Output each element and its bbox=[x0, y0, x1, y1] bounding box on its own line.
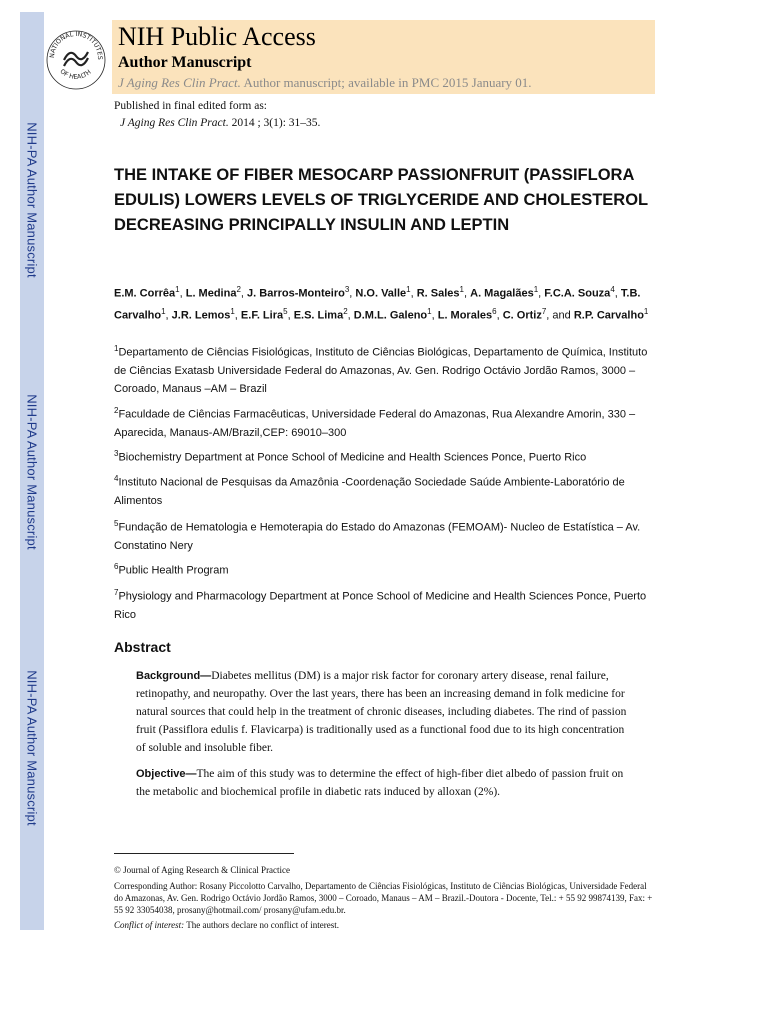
author-affiliation-number: 5 bbox=[283, 306, 288, 316]
footnote-divider bbox=[114, 853, 294, 854]
author-affiliation-number: 4 bbox=[610, 285, 615, 294]
sidebar-label-1: NIH-PA Author Manuscript bbox=[24, 122, 40, 278]
author-name: R.P. Carvalho bbox=[573, 309, 644, 322]
author-name: A. Magalães bbox=[470, 287, 534, 300]
author-name: L. Morales bbox=[437, 309, 493, 322]
author-name: N.O. Valle bbox=[355, 287, 407, 300]
header-subtitle: Author Manuscript bbox=[118, 54, 252, 71]
affiliation-text: Fundação de Hematologia e Hemoterapia do Estado do Amazonas (FEMOAM)- Nucleo de Estatística – Av. Constatino Nery bbox=[114, 521, 641, 552]
nih-seal-icon bbox=[44, 16, 108, 98]
author-name: D.M.L. Galeno bbox=[353, 309, 428, 322]
affiliation-item bbox=[114, 402, 654, 442]
affiliation-item bbox=[114, 340, 654, 398]
sidebar-label-3: NIH-PA Author Manuscript bbox=[24, 670, 40, 826]
footnote-copyright: © Journal of Aging Research & Clinical Practice bbox=[114, 865, 291, 875]
affiliation-text: Public Health Program bbox=[118, 564, 229, 577]
affiliation-number: 2 bbox=[114, 406, 119, 415]
author-name: F.C.A. Souza bbox=[544, 287, 611, 300]
affiliation-item bbox=[114, 584, 654, 624]
published-note: Published in final edited form as: J Aging Res Clin Pract. 2014 ; 3(1): 31–35. bbox=[114, 100, 321, 129]
author-affiliation-number: 1 bbox=[459, 285, 464, 294]
footnote-conflict: Conflict of interest: The authors declare no conflict of interest. bbox=[114, 920, 339, 930]
affiliation-text: Instituto Nacional de Pesquisas da Amazônia -Coordenação Sociedade Saúde Ambiente-Laboratório de Alimentos bbox=[114, 476, 625, 507]
affiliation-text: Faculdade de Ciências Farmacêuticas, Universidade Federal do Amazonas, Rua Alexandre Amorin, 330 – Aparecida, Manaus-AM/Brazil,CEP: 69010–300 bbox=[114, 408, 636, 439]
sidebar-label-2: NIH-PA Author Manuscript bbox=[24, 394, 40, 550]
author-name: T.B. Carvalho bbox=[114, 287, 641, 322]
author-affiliation-number: 1 bbox=[533, 285, 539, 294]
abstract-background: Background—Diabetes mellitus (DM) is a major risk factor for coronary artery disease, renal failure, retinopathy, and neuropathy. Over the last years, there has been an increasing demand in folk medicine for natural sources that could help in the treatment of chronic diseases, including diabetes. The rind of passion fruit (Passiflora edulis f. Flavicarpa) is traditionally used as a functional food due to its high concentration of soluble and insoluble fiber. bbox=[136, 670, 627, 754]
author-affiliation-number: 1 bbox=[161, 306, 166, 316]
author-affiliation-number: 1 bbox=[406, 285, 411, 294]
author-affiliation-number: 7 bbox=[541, 306, 547, 316]
affiliation-item bbox=[114, 470, 654, 510]
author-name: L. Medina bbox=[185, 287, 237, 300]
author-name: J.R. Lemos bbox=[171, 309, 231, 322]
affiliation-number: 3 bbox=[114, 449, 119, 458]
affiliation-number: 7 bbox=[114, 588, 119, 597]
author-affiliation-number: 1 bbox=[643, 306, 649, 316]
author-affiliation-number: 1 bbox=[230, 306, 235, 316]
affiliation-number: 6 bbox=[114, 562, 119, 571]
author-affiliation-number: 3 bbox=[344, 285, 350, 294]
affiliation-number: 1 bbox=[114, 344, 119, 353]
affiliation-text: Biochemistry Department at Ponce School of Medicine and Health Sciences Ponce, Puerto Rico bbox=[118, 451, 587, 464]
footnote-corresponding: Corresponding Author: Rosany Piccolotto Carvalho, Departamento de Ciências Fisiológicas, Instituto de Ciências Biológicas, Universidade Federal do Amazonas, Av. Gen. Rodrigo Octávio Jordão Ramos, 3000 – Coroado, Manaus – AM – Brazil.-Doutora - Docente, Tel.: + 55 92 99874139, Fax: + 55 92 33054038, prosany@hotmail.com/ prosany@ufam.edu.br. bbox=[114, 881, 653, 915]
svg-text:NATIONAL INSTITUTES: NATIONAL INSTITUTES bbox=[48, 30, 104, 60]
author-name: J. Barros-Monteiro bbox=[247, 287, 345, 300]
author-affiliation-number: 2 bbox=[343, 306, 348, 316]
affiliation-item bbox=[114, 515, 654, 555]
affiliation-item bbox=[114, 558, 654, 580]
author-list: E.M. Corrêa$^1$, L. Medina$^2$, J. Barros-Monteiro$^3$, N.O. Valle$^1$, R. Sales$^1$, A. Magalães$^1$, F.C.A. Souza$^4$, T.B. Carvalho$^1$, J.R. Lemos$^1$, E.F. Lira$^5$, E.S. Lima$^2$, D.M.L. Galeno$^1$, L. Morales$^6$, C. Ortiz$^7$, and R.P. Carvalho$^1$ bbox=[114, 285, 649, 322]
abstract-heading: Abstract bbox=[114, 639, 171, 655]
author-affiliation-number: 2 bbox=[236, 285, 241, 294]
svg-text:OF HEALTH: OF HEALTH bbox=[58, 68, 93, 81]
author-name: R. Sales bbox=[416, 287, 460, 300]
article-title: THE INTAKE OF FIBER MESOCARP PASSIONFRUIT (PASSIFLORA EDULIS) LOWERS LEVELS OF TRIGLYCERIDE AND CHOLESTEROL DECREASING PRINCIPALLY INSULIN AND LEPTIN bbox=[114, 166, 648, 234]
affiliation-text: Physiology and Pharmacology Department at Ponce School of Medicine and Health Sciences Ponce, Puerto Rico bbox=[114, 590, 647, 621]
author-name: E.S. Lima bbox=[293, 309, 344, 322]
affiliation-number: 5 bbox=[114, 519, 119, 528]
affiliation-text: Departamento de Ciências Fisiológicas, Instituto de Ciências Biológicas, Departamento de Química, Instituto de Ciências Exatasb Universidade Federal do Amazonas, Av. Gen. Rodrigo Octávio Jordão Ramos, 3000 – Coroado, Manaus –AM – Brazil bbox=[114, 346, 648, 395]
author-name: C. Ortiz bbox=[502, 309, 542, 322]
author-name: E.M. Corrêa bbox=[114, 287, 176, 300]
affiliation-number: 4 bbox=[114, 474, 119, 483]
abstract-objective: Objective—The aim of this study was to determine the effect of high-fiber diet albedo of passion fruit on the metabolic and biochemical profile in diabetic rats induced by alloxan (2%). bbox=[136, 768, 624, 798]
availability-line: J Aging Res Clin Pract. Author manuscript; available in PMC 2015 January 01. bbox=[118, 75, 532, 90]
affiliation-item bbox=[114, 445, 654, 467]
author-name: E.F. Lira bbox=[240, 309, 284, 322]
author-affiliation-number: 6 bbox=[492, 306, 497, 316]
author-affiliation-number: 1 bbox=[175, 285, 180, 294]
header-title: NIH Public Access bbox=[118, 22, 316, 51]
author-affiliation-number: 1 bbox=[427, 306, 432, 316]
